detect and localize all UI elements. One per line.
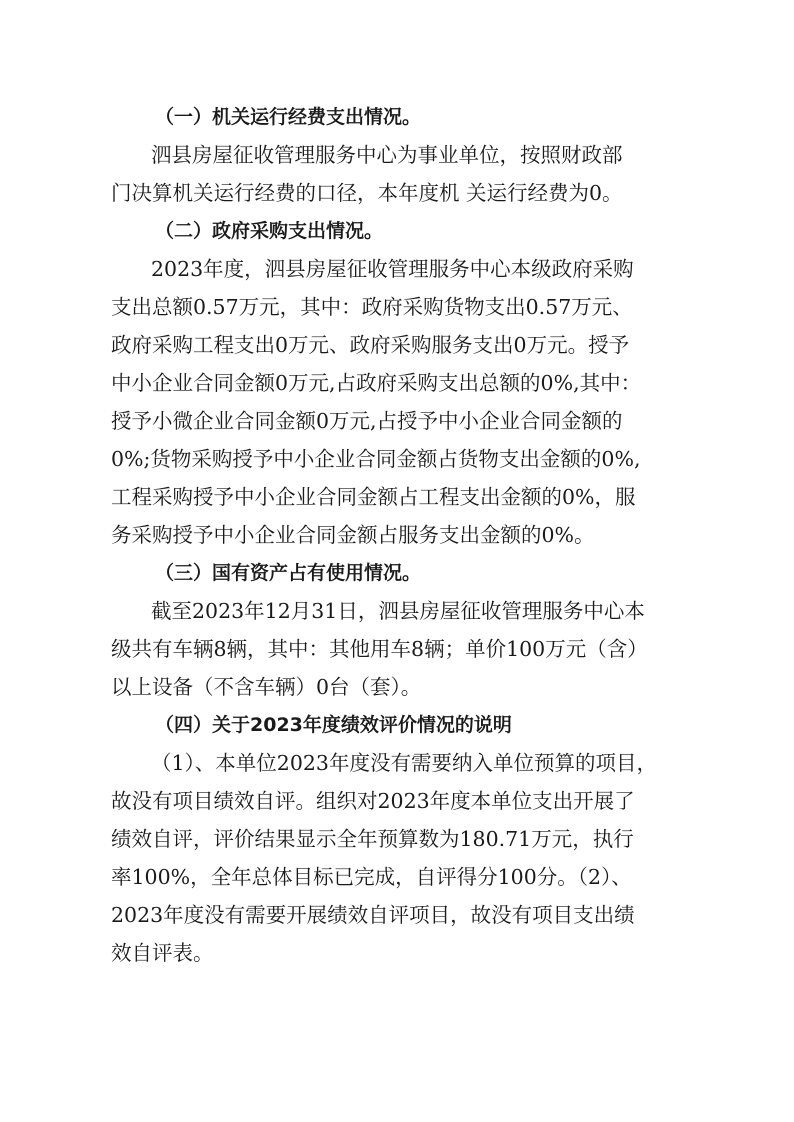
paragraph-performance-evaluation — [111, 744, 687, 972]
paragraph-government-procurement — [111, 250, 687, 554]
document-page — [111, 98, 687, 972]
paragraph-line: 效自评表。 — [111, 941, 214, 965]
paragraph-line: 率100%，全年总体目标已完成，自评得分100分。（2）、 — [111, 865, 632, 889]
paragraph-operating-expenses — [111, 136, 687, 212]
paragraph-line: 级共有车辆8辆，其中：其他用车8辆；单价100万元（含） — [111, 637, 648, 661]
paragraph-line: 以上设备（不含车辆）0台（套）。 — [111, 675, 422, 699]
paragraph-line: 故没有项目绩效自评。组织对2023年度本单位支出开展了 — [111, 789, 635, 813]
section-heading-state-assets: （三）国有资产占有使用情况。 — [155, 562, 422, 584]
section-heading-operating-expenses: （一）机关运行经费支出情况。 — [155, 106, 422, 128]
paragraph-line: 2023年度没有需要开展绩效自评项目，故没有项目支出绩 — [111, 903, 635, 927]
paragraph-line: 截至2023年12月31日，泗县房屋征收管理服务中心本 — [151, 599, 645, 623]
paragraph-line: （1）、本单位2023年度没有需要纳入单位预算的项目， — [151, 751, 657, 775]
paragraph-line: 务采购授予中小企业合同金额占服务支出金额的0%。 — [111, 523, 595, 547]
paragraph-line: 工程采购授予中小企业合同金额占工程支出金额的0%，服 — [111, 485, 636, 509]
paragraph-line: 泗县房屋征收管理服务中心为事业单位，按照财政部 — [151, 143, 623, 167]
paragraph-line: 2023年度，泗县房屋征收管理服务中心本级政府采购 — [151, 257, 634, 281]
paragraph-line: 授予小微企业合同金额0万元,占授予中小企业合同金额的 — [111, 409, 623, 433]
paragraph-line: 0%;货物采购授予中小企业合同金额占货物支出金额的0%, — [111, 447, 641, 471]
paragraph-state-assets — [111, 592, 687, 706]
paragraph-line: 支出总额0.57万元，其中：政府采购货物支出0.57万元、 — [111, 295, 633, 319]
paragraph-line: 中小企业合同金额0万元,占政府采购支出总额的0%,其中： — [111, 371, 642, 395]
paragraph-line: 绩效自评，评价结果显示全年预算数为180.71万元，执行 — [111, 827, 634, 851]
section-heading-performance-evaluation: （四）关于2023年度绩效评价情况的说明 — [155, 714, 512, 736]
section-heading-government-procurement: （二）政府采购支出情况。 — [155, 220, 384, 242]
paragraph-line: 政府采购工程支出0万元、政府采购服务支出0万元。授予 — [111, 333, 630, 357]
paragraph-line: 门决算机关运行经费的口径，本年度机 关运行经费为0。 — [111, 181, 623, 205]
